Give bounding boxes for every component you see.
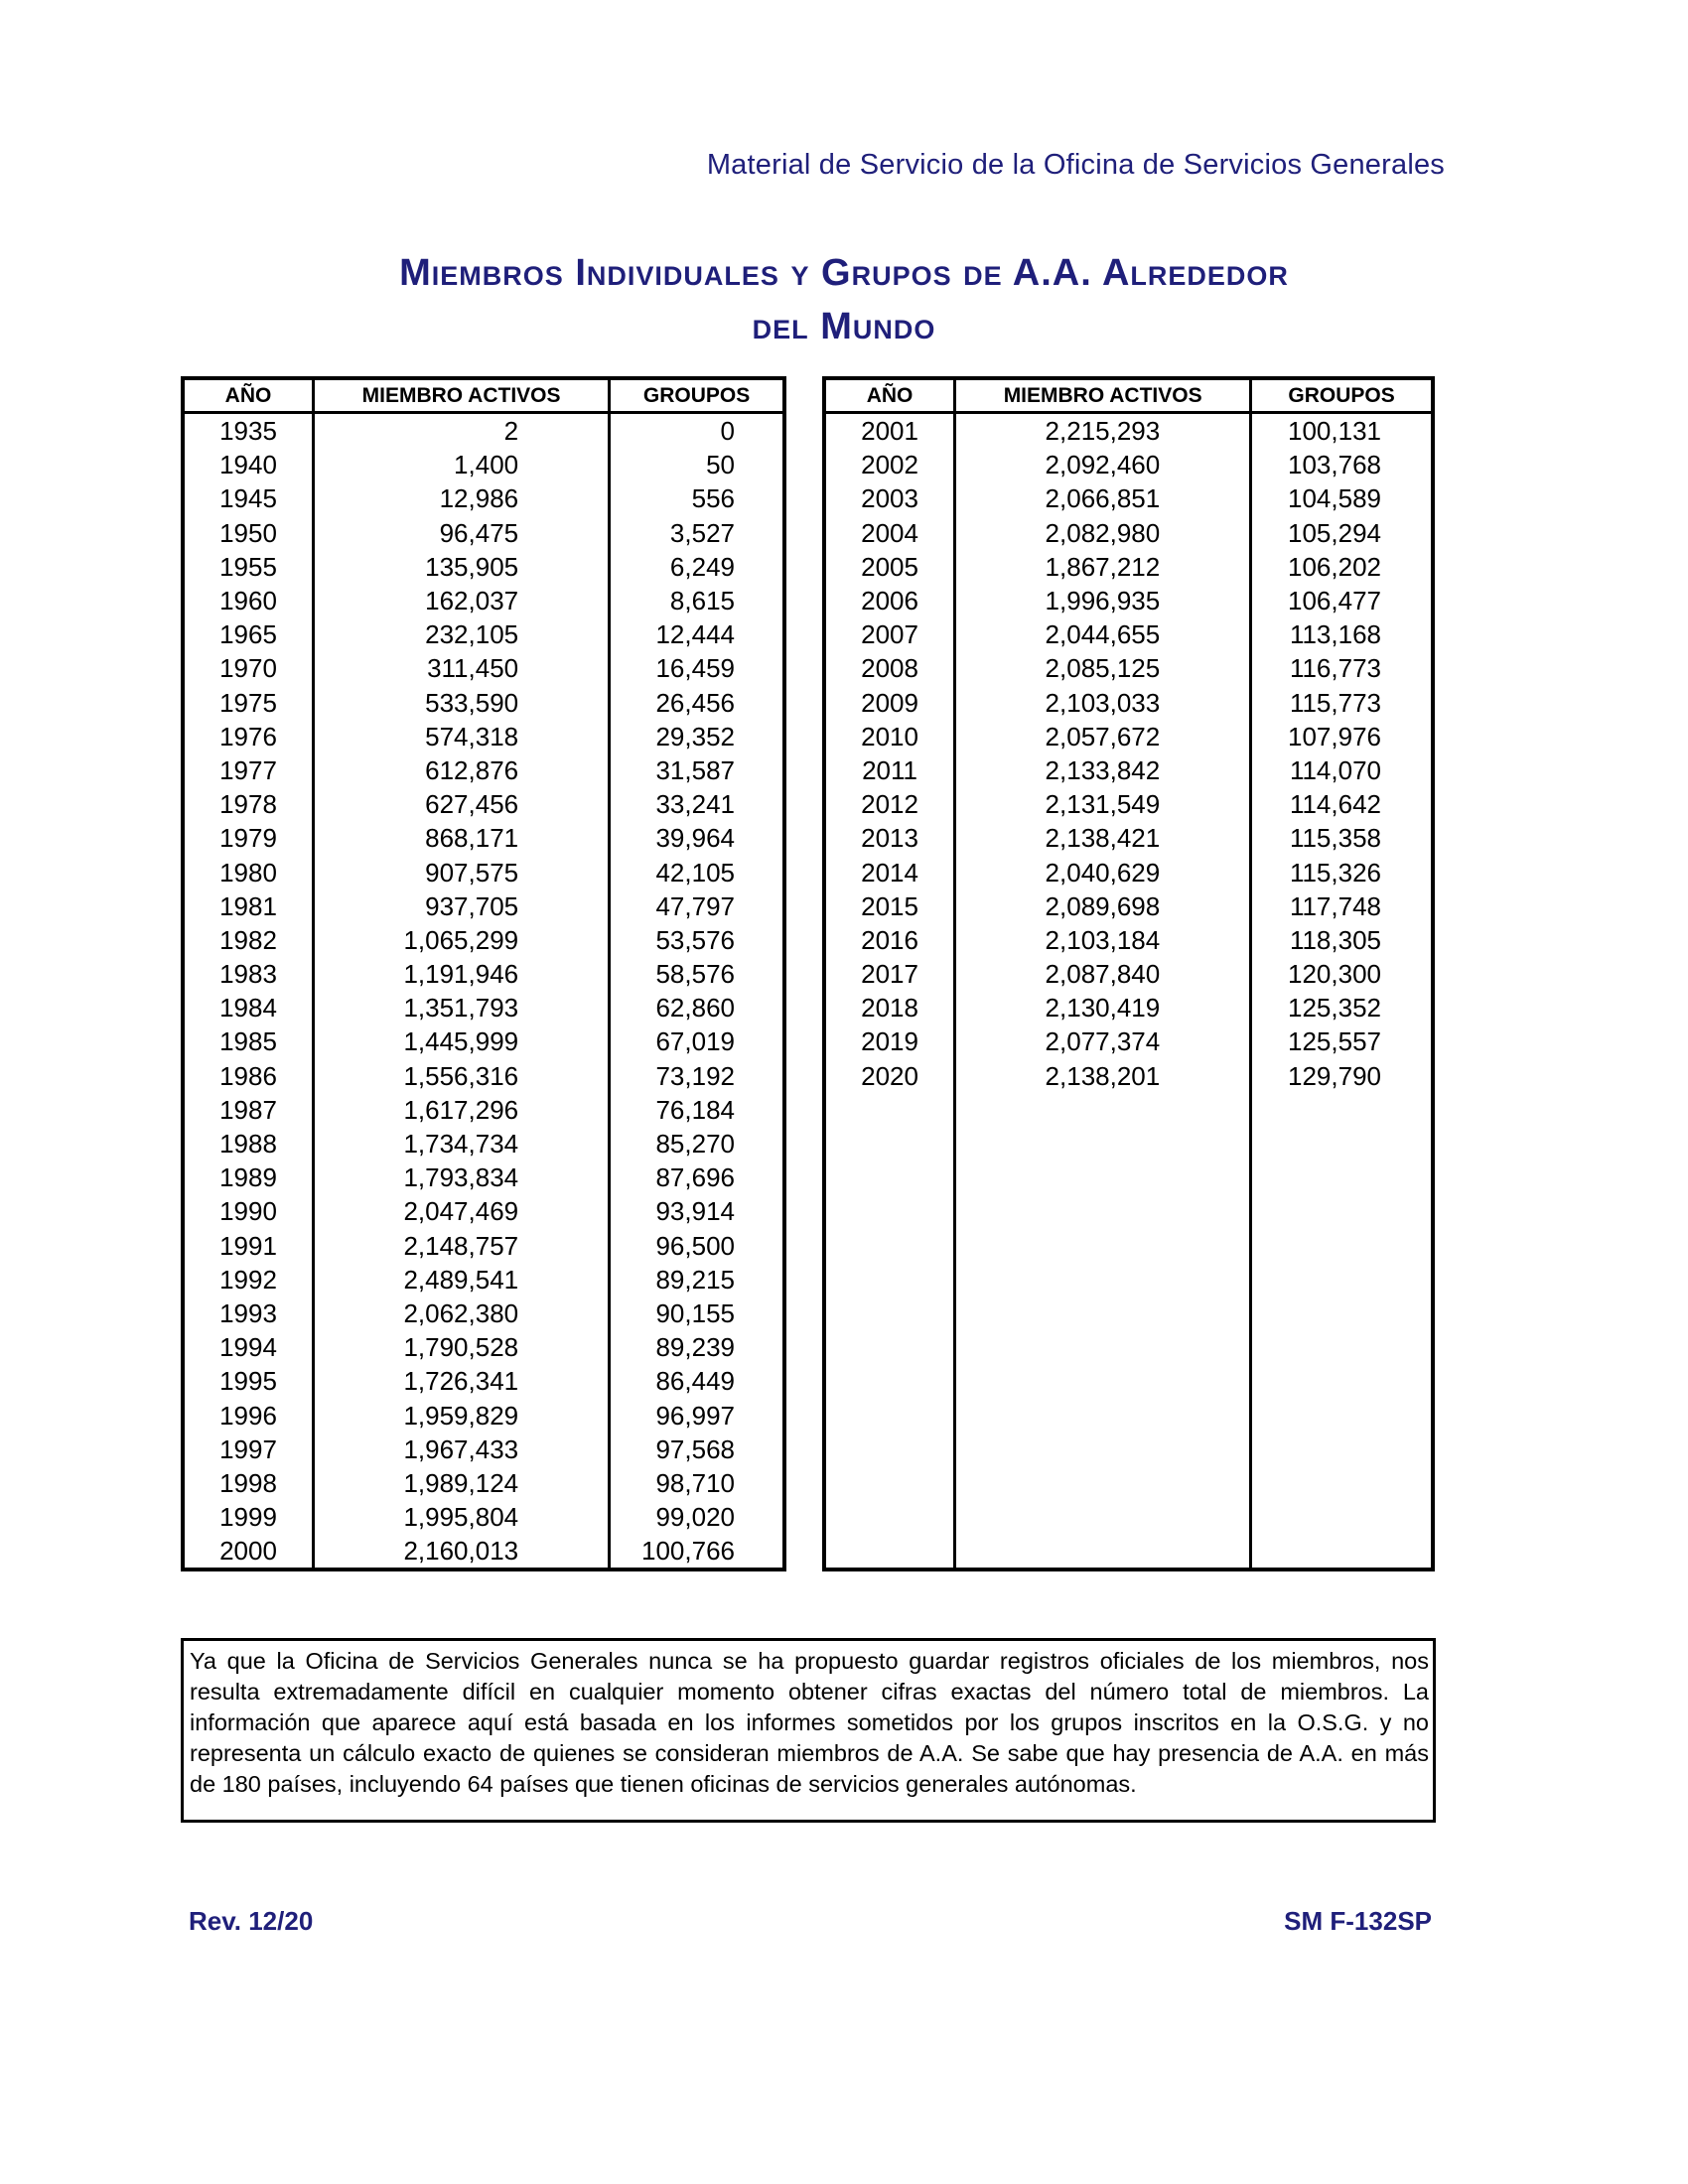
- cell-members: [955, 1160, 1251, 1194]
- cell-members: 1,996,935: [955, 584, 1251, 617]
- cell-groups: 90,155: [655, 1297, 735, 1328]
- table-row: [183, 686, 784, 720]
- cell-members: 2,148,757: [314, 1229, 610, 1263]
- cell-year: [824, 1433, 955, 1466]
- cell-groups: 85,270: [655, 1129, 735, 1160]
- table-row-empty: [824, 1466, 1433, 1500]
- cell-groups: 31,587: [655, 754, 735, 785]
- cell-groups: 556: [691, 483, 735, 514]
- cell-groups: 96,500: [655, 1230, 735, 1261]
- table-row: [183, 1194, 784, 1228]
- cell-members: 2,066,851: [955, 481, 1251, 515]
- cell-year: 2001: [824, 413, 955, 449]
- cell-members: 2,089,698: [955, 889, 1251, 923]
- table-row: [183, 1229, 784, 1263]
- cell-members: 937,705: [314, 889, 610, 923]
- cell-members: 12,986: [314, 481, 610, 515]
- cell-groups: 106,477: [1288, 586, 1381, 616]
- cell-year: 2004: [824, 516, 955, 550]
- cell-members: [955, 1263, 1251, 1297]
- cell-groups: 26,456: [655, 687, 735, 718]
- cell-year: [824, 1297, 955, 1330]
- cell-year: 1990: [183, 1194, 314, 1228]
- cell-year: 1935: [183, 413, 314, 449]
- cell-year: 2002: [824, 448, 955, 481]
- cell-year: 1960: [183, 584, 314, 617]
- cell-year: [824, 1398, 955, 1432]
- cell-groups: [1251, 1297, 1433, 1330]
- table-row: [824, 448, 1433, 481]
- cell-groups: 97,568: [655, 1433, 735, 1464]
- table-row: [183, 413, 784, 449]
- table-row: [183, 1364, 784, 1398]
- cell-members: 1,959,829: [314, 1398, 610, 1432]
- cell-groups: 116,773: [1289, 653, 1381, 684]
- cell-members: 1,726,341: [314, 1364, 610, 1398]
- cell-groups: [1251, 1093, 1433, 1127]
- cell-year: 2020: [824, 1059, 955, 1093]
- cell-members: [955, 1093, 1251, 1127]
- cell-members: 1,989,124: [314, 1466, 610, 1500]
- cell-year: 1987: [183, 1093, 314, 1127]
- cell-groups: [1251, 1194, 1433, 1228]
- table-row: [183, 787, 784, 821]
- table-row: [824, 1024, 1433, 1058]
- cell-members: 2,489,541: [314, 1263, 610, 1297]
- cell-year: [824, 1330, 955, 1364]
- cell-year: 1984: [183, 991, 314, 1024]
- cell-year: 1986: [183, 1059, 314, 1093]
- cell-groups: 125,352: [1288, 993, 1381, 1024]
- table-row: [183, 651, 784, 685]
- cell-groups: 104,589: [1288, 483, 1381, 514]
- cell-members: 2,062,380: [314, 1297, 610, 1330]
- cell-year: 1945: [183, 481, 314, 515]
- cell-members: 1,191,946: [314, 957, 610, 991]
- cell-groups: 98,710: [655, 1467, 735, 1498]
- cell-year: 2003: [824, 481, 955, 515]
- table-row: [183, 1398, 784, 1432]
- cell-groups: 103,768: [1288, 450, 1381, 480]
- table-row: [183, 1127, 784, 1160]
- cell-groups: [1251, 1433, 1433, 1466]
- revision-label: Rev. 12/20: [189, 1906, 314, 1936]
- cell-year: [824, 1194, 955, 1228]
- column-header-year: AÑO: [183, 378, 314, 413]
- cell-groups: [1251, 1500, 1433, 1534]
- cell-year: 1979: [183, 821, 314, 855]
- cell-year: 2008: [824, 651, 955, 685]
- cell-year: [824, 1160, 955, 1194]
- table-row: [824, 889, 1433, 923]
- column-header-year: AÑO: [824, 378, 955, 413]
- table-row: [824, 1059, 1433, 1093]
- table-row: [183, 1330, 784, 1364]
- table-row: [183, 516, 784, 550]
- cell-year: 1976: [183, 720, 314, 753]
- cell-year: 2015: [824, 889, 955, 923]
- cell-groups: 76,184: [655, 1094, 735, 1125]
- cell-year: 2012: [824, 787, 955, 821]
- cell-members: 311,450: [314, 651, 610, 685]
- cell-members: 135,905: [314, 550, 610, 584]
- cell-groups: 118,305: [1289, 924, 1381, 955]
- cell-year: 1977: [183, 753, 314, 787]
- cell-groups: 47,797: [655, 890, 735, 921]
- cell-members: [955, 1330, 1251, 1364]
- cell-members: 2,138,421: [955, 821, 1251, 855]
- cell-members: 1,351,793: [314, 991, 610, 1024]
- table-row: [824, 617, 1433, 651]
- cell-members: 1,065,299: [314, 923, 610, 957]
- cell-members: 2: [314, 413, 610, 449]
- cell-groups: 67,019: [655, 1026, 735, 1057]
- table-row: [183, 1297, 784, 1330]
- cell-year: [824, 1364, 955, 1398]
- cell-groups: 129,790: [1288, 1060, 1381, 1091]
- cell-year: 2019: [824, 1024, 955, 1058]
- cell-groups: 125,557: [1288, 1026, 1381, 1057]
- cell-year: 2000: [183, 1534, 314, 1570]
- cell-members: 2,044,655: [955, 617, 1251, 651]
- cell-groups: [1251, 1229, 1433, 1263]
- cell-groups: 6,249: [669, 551, 735, 582]
- cell-year: [824, 1500, 955, 1534]
- cell-year: [824, 1534, 955, 1570]
- cell-members: 2,103,033: [955, 686, 1251, 720]
- cell-groups: 58,576: [655, 959, 735, 990]
- cell-year: 1983: [183, 957, 314, 991]
- cell-year: 1994: [183, 1330, 314, 1364]
- membership-table-left: [181, 376, 786, 1571]
- cell-members: 2,087,840: [955, 957, 1251, 991]
- cell-year: 1988: [183, 1127, 314, 1160]
- table-row: [824, 413, 1433, 449]
- cell-groups: 8,615: [669, 586, 735, 616]
- cell-members: 1,400: [314, 448, 610, 481]
- cell-groups: 42,105: [655, 857, 735, 887]
- table-row: [183, 991, 784, 1024]
- cell-groups: 89,215: [655, 1264, 735, 1295]
- cell-year: [824, 1093, 955, 1127]
- cell-year: 2006: [824, 584, 955, 617]
- cell-members: [955, 1127, 1251, 1160]
- table-row: [183, 617, 784, 651]
- table-row: [824, 991, 1433, 1024]
- cell-groups: 16,459: [655, 653, 735, 684]
- cell-members: 627,456: [314, 787, 610, 821]
- table-row: [183, 889, 784, 923]
- cell-groups: 115,773: [1289, 687, 1381, 718]
- disclaimer-note: Ya que la Oficina de Servicios Generales nunca se ha propuesto guardar registros oficiales de los miembros, nos resulta extremadamente difícil en cualquier momento obtener cifras exactas del número total de miembros. La información que aparece aquí está basada en los informes sometidos por los grupos inscritos en la O.S.G. y no representa un cálculo exacto de quienes se consideran miembros de A.A. Se sabe que hay presencia de A.A. en más de 180 países, incluyendo 64 países que tienen oficinas de servicios generales autónomas.: [181, 1638, 1436, 1823]
- column-header-members: MIEMBRO ACTIVOS: [314, 378, 610, 413]
- cell-year: 1940: [183, 448, 314, 481]
- cell-members: 96,475: [314, 516, 610, 550]
- cell-groups: 114,642: [1289, 789, 1381, 820]
- cell-members: [955, 1297, 1251, 1330]
- cell-members: 162,037: [314, 584, 610, 617]
- cell-members: 2,082,980: [955, 516, 1251, 550]
- cell-year: 1955: [183, 550, 314, 584]
- table-row: [824, 787, 1433, 821]
- cell-members: [955, 1398, 1251, 1432]
- cell-groups: 53,576: [655, 924, 735, 955]
- cell-members: 2,130,419: [955, 991, 1251, 1024]
- cell-year: 1997: [183, 1433, 314, 1466]
- cell-members: 612,876: [314, 753, 610, 787]
- cell-members: [955, 1194, 1251, 1228]
- column-header-groups: GROUPOS: [1251, 378, 1433, 413]
- cell-year: 1975: [183, 686, 314, 720]
- table-row: [824, 753, 1433, 787]
- cell-year: 1996: [183, 1398, 314, 1432]
- table-row: [183, 1059, 784, 1093]
- table-row: [824, 821, 1433, 855]
- cell-members: 533,590: [314, 686, 610, 720]
- cell-groups: [1251, 1398, 1433, 1432]
- cell-members: [955, 1229, 1251, 1263]
- cell-year: 2010: [824, 720, 955, 753]
- cell-groups: 117,748: [1289, 890, 1381, 921]
- page-title-line-2: del Mundo: [752, 306, 936, 347]
- cell-year: [824, 1263, 955, 1297]
- table-row: [824, 855, 1433, 888]
- table-row: [183, 1093, 784, 1127]
- cell-members: [955, 1433, 1251, 1466]
- cell-groups: 100,131: [1288, 416, 1381, 447]
- table-row: [824, 651, 1433, 685]
- cell-groups: 62,860: [655, 993, 735, 1024]
- cell-year: 1992: [183, 1263, 314, 1297]
- table-row: [183, 584, 784, 617]
- table-row: [183, 821, 784, 855]
- cell-members: 907,575: [314, 855, 610, 888]
- cell-groups: 73,192: [655, 1060, 735, 1091]
- cell-groups: 33,241: [655, 789, 735, 820]
- table-row-empty: [824, 1534, 1433, 1570]
- table-row-empty: [824, 1330, 1433, 1364]
- table-row-empty: [824, 1297, 1433, 1330]
- cell-members: 1,790,528: [314, 1330, 610, 1364]
- table-row: [183, 923, 784, 957]
- cell-members: 2,133,842: [955, 753, 1251, 787]
- table-row-empty: [824, 1364, 1433, 1398]
- cell-year: 1970: [183, 651, 314, 685]
- cell-year: 2017: [824, 957, 955, 991]
- cell-groups: 89,239: [655, 1332, 735, 1363]
- cell-groups: 115,358: [1289, 823, 1381, 854]
- cell-members: 1,967,433: [314, 1433, 610, 1466]
- cell-members: 2,160,013: [314, 1534, 610, 1570]
- service-material-header: Material de Servicio de la Oficina de Servicios Generales: [706, 149, 1445, 181]
- cell-year: 1981: [183, 889, 314, 923]
- table-row-empty: [824, 1194, 1433, 1228]
- cell-groups: 50: [706, 450, 735, 480]
- cell-year: 1999: [183, 1500, 314, 1534]
- cell-groups: 12,444: [655, 619, 735, 650]
- table-row-empty: [824, 1263, 1433, 1297]
- cell-groups: [1251, 1466, 1433, 1500]
- cell-members: 1,867,212: [955, 550, 1251, 584]
- cell-members: 1,445,999: [314, 1024, 610, 1058]
- cell-members: 1,617,296: [314, 1093, 610, 1127]
- table-header-row: [183, 378, 784, 413]
- cell-members: 1,995,804: [314, 1500, 610, 1534]
- cell-year: [824, 1229, 955, 1263]
- cell-members: [955, 1534, 1251, 1570]
- cell-groups: [1251, 1330, 1433, 1364]
- cell-groups: 96,997: [655, 1400, 735, 1431]
- membership-table-right: [822, 376, 1435, 1571]
- cell-groups: 105,294: [1288, 517, 1381, 548]
- table-row: [824, 957, 1433, 991]
- table-row: [183, 720, 784, 753]
- cell-groups: 93,914: [655, 1196, 735, 1227]
- cell-year: 1998: [183, 1466, 314, 1500]
- cell-year: 1991: [183, 1229, 314, 1263]
- column-header-groups: GROUPOS: [610, 378, 784, 413]
- cell-year: 1985: [183, 1024, 314, 1058]
- table-row: [183, 1466, 784, 1500]
- cell-members: 2,138,201: [955, 1059, 1251, 1093]
- cell-year: 1982: [183, 923, 314, 957]
- cell-groups: 120,300: [1288, 959, 1381, 990]
- cell-members: 2,047,469: [314, 1194, 610, 1228]
- cell-members: [955, 1500, 1251, 1534]
- cell-groups: 86,449: [655, 1366, 735, 1397]
- table-row-empty: [824, 1500, 1433, 1534]
- cell-groups: 39,964: [655, 823, 735, 854]
- cell-year: 1989: [183, 1160, 314, 1194]
- table-row-empty: [824, 1160, 1433, 1194]
- table-row-empty: [824, 1127, 1433, 1160]
- cell-year: 1978: [183, 787, 314, 821]
- cell-members: 1,556,316: [314, 1059, 610, 1093]
- cell-groups: 100,766: [641, 1536, 735, 1567]
- cell-groups: [1251, 1364, 1433, 1398]
- cell-members: 1,793,834: [314, 1160, 610, 1194]
- page-title-line-1: Miembros Individuales y Grupos de A.A. Alrededor: [399, 252, 1289, 294]
- cell-year: 2016: [824, 923, 955, 957]
- cell-members: 574,318: [314, 720, 610, 753]
- cell-groups: 99,020: [655, 1502, 735, 1533]
- cell-members: 2,057,672: [955, 720, 1251, 753]
- table-row-empty: [824, 1433, 1433, 1466]
- page-title: [0, 246, 1688, 353]
- cell-year: [824, 1127, 955, 1160]
- cell-year: 2009: [824, 686, 955, 720]
- cell-members: 2,215,293: [955, 413, 1251, 449]
- cell-year: 2014: [824, 855, 955, 888]
- form-code: SM F-132SP: [1284, 1906, 1432, 1936]
- table-row-empty: [824, 1398, 1433, 1432]
- cell-members: 1,734,734: [314, 1127, 610, 1160]
- table-row: [183, 1024, 784, 1058]
- cell-year: 1995: [183, 1364, 314, 1398]
- table-row: [183, 855, 784, 888]
- cell-groups: 114,070: [1289, 754, 1381, 785]
- cell-members: 2,103,184: [955, 923, 1251, 957]
- cell-year: [824, 1466, 955, 1500]
- table-row: [183, 1160, 784, 1194]
- table-row-empty: [824, 1093, 1433, 1127]
- cell-groups: 106,202: [1288, 551, 1381, 582]
- cell-groups: [1251, 1534, 1433, 1570]
- table-row: [824, 481, 1433, 515]
- cell-year: 1950: [183, 516, 314, 550]
- cell-groups: 113,168: [1289, 619, 1381, 650]
- cell-year: 2005: [824, 550, 955, 584]
- cell-members: [955, 1466, 1251, 1500]
- table-row: [183, 550, 784, 584]
- cell-groups: [1251, 1127, 1433, 1160]
- cell-groups: 87,696: [655, 1162, 735, 1193]
- table-row: [824, 516, 1433, 550]
- cell-members: 2,092,460: [955, 448, 1251, 481]
- cell-year: 1965: [183, 617, 314, 651]
- table-row: [183, 1433, 784, 1466]
- cell-year: 2018: [824, 991, 955, 1024]
- cell-members: 232,105: [314, 617, 610, 651]
- cell-members: 2,077,374: [955, 1024, 1251, 1058]
- cell-year: 1980: [183, 855, 314, 888]
- cell-groups: [1251, 1160, 1433, 1194]
- table-row: [824, 550, 1433, 584]
- cell-members: [955, 1364, 1251, 1398]
- table-row: [183, 1263, 784, 1297]
- cell-groups: 29,352: [655, 721, 735, 751]
- cell-year: 2013: [824, 821, 955, 855]
- table-row: [183, 481, 784, 515]
- table-row: [183, 957, 784, 991]
- cell-members: 868,171: [314, 821, 610, 855]
- table-row: [183, 448, 784, 481]
- table-row-empty: [824, 1229, 1433, 1263]
- column-header-members: MIEMBRO ACTIVOS: [955, 378, 1251, 413]
- table-row: [824, 584, 1433, 617]
- cell-year: 2011: [824, 753, 955, 787]
- cell-members: 2,131,549: [955, 787, 1251, 821]
- table-row: [824, 720, 1433, 753]
- table-row: [824, 686, 1433, 720]
- cell-groups: 3,527: [669, 517, 735, 548]
- cell-year: 2007: [824, 617, 955, 651]
- cell-members: 2,085,125: [955, 651, 1251, 685]
- cell-groups: [1251, 1263, 1433, 1297]
- table-header-row: [824, 378, 1433, 413]
- cell-year: 1993: [183, 1297, 314, 1330]
- table-row: [183, 1534, 784, 1570]
- table-row: [824, 923, 1433, 957]
- cell-groups: 107,976: [1288, 721, 1381, 751]
- cell-groups: 115,326: [1289, 857, 1381, 887]
- table-row: [183, 1500, 784, 1534]
- cell-groups: 0: [720, 416, 735, 447]
- cell-members: 2,040,629: [955, 855, 1251, 888]
- table-row: [183, 753, 784, 787]
